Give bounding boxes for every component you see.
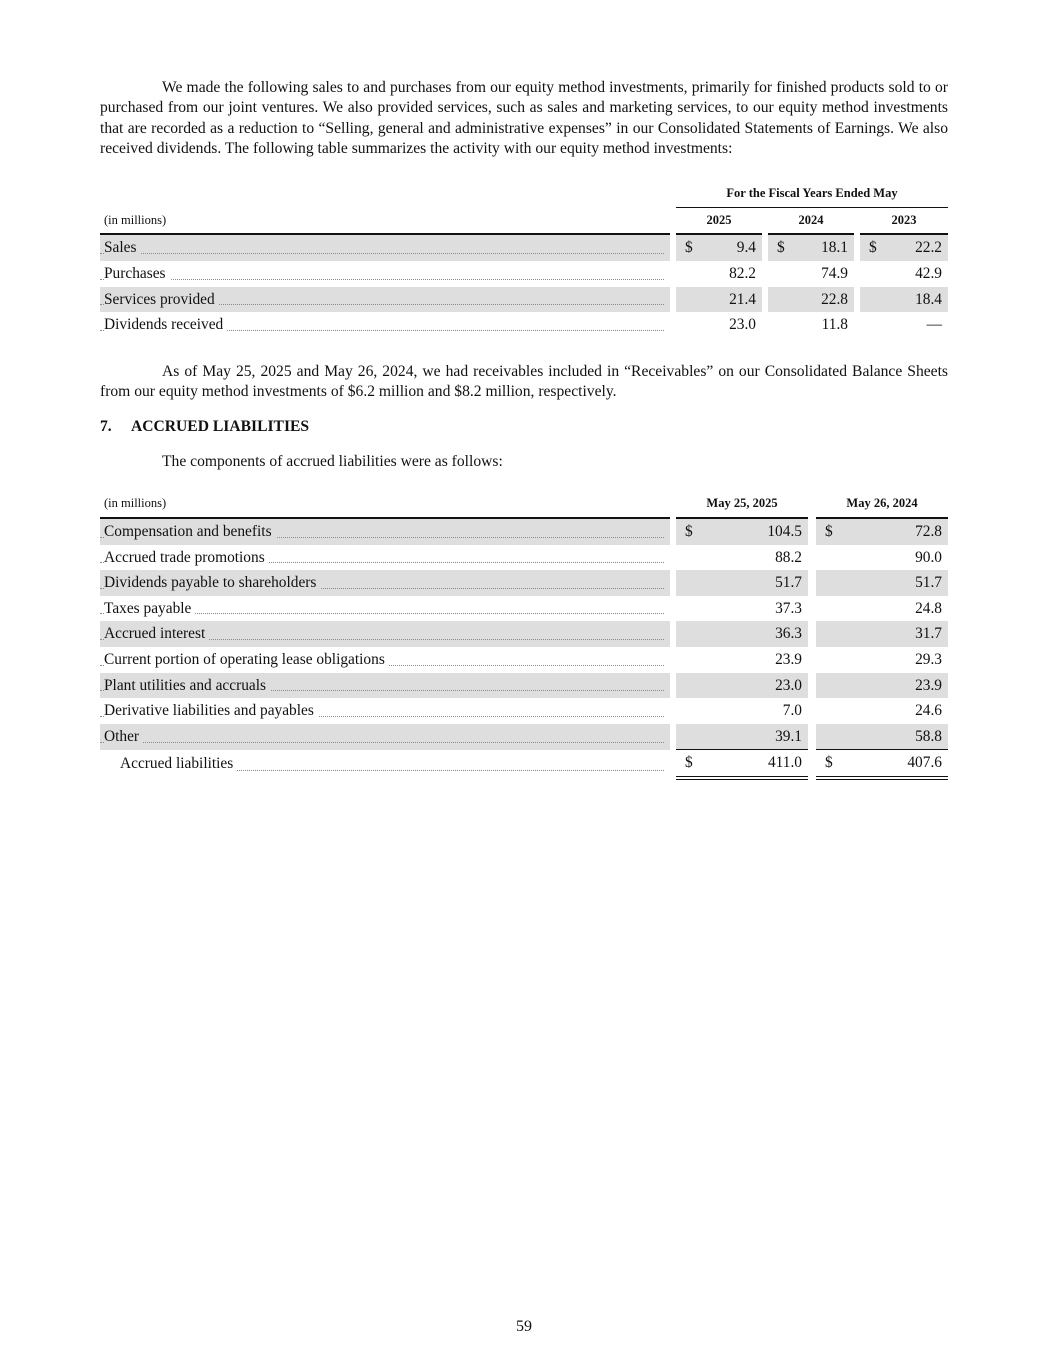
row-label: Services provided <box>104 291 219 308</box>
table-row <box>100 234 948 261</box>
value-cell: 90.0 <box>915 548 942 566</box>
value-cell: 37.3 <box>775 599 802 617</box>
row-label: Dividends received <box>104 316 227 333</box>
value-cell: 88.2 <box>775 548 802 566</box>
date-header: May 25, 2025 <box>676 491 808 518</box>
currency-symbol: $ <box>777 239 785 257</box>
table-row <box>100 647 948 673</box>
table-row <box>100 621 948 647</box>
value-cell: 23.0 <box>729 316 756 334</box>
equity-activity-table <box>100 181 948 338</box>
table-row <box>100 518 948 545</box>
value-cell: 51.7 <box>676 570 808 596</box>
receivables-paragraph: As of May 25, 2025 and May 26, 2024, we had receivables included in “Receivables” on our Consolidated Balance Sheets from our equity method investments of $6.2 million and $8.2 million, respectively. <box>100 362 948 401</box>
section-heading <box>100 418 948 436</box>
value-cell: 58.8 <box>816 724 948 750</box>
intro-paragraph: We made the following sales to and purchases from our equity method investments, primarily for finished products sold to or purchased from our joint ventures. We also provided services, such as sales and marketing services, to our equity method investments that are recorded as a reduction to “Selling, general and administrative expenses” in our Consolidated Statements of Earnings. We also received dividends. The following table summarizes the activity with our equity method investments: <box>100 79 948 157</box>
table-span-header-row <box>100 181 948 207</box>
currency-symbol: $ <box>825 754 833 772</box>
table-row <box>100 287 948 313</box>
table-row <box>100 261 948 287</box>
row-label: Taxes payable <box>104 600 195 617</box>
value-cell: 42.9 <box>915 264 942 282</box>
document-page <box>100 78 948 780</box>
section-title: ACCRUED LIABILITIES <box>131 418 310 436</box>
table-row <box>100 724 948 750</box>
value-cell: 39.1 <box>676 724 808 750</box>
value-cell: 82.2 <box>729 264 756 282</box>
value-cell: 104.5 <box>767 522 802 540</box>
total-row <box>100 750 948 778</box>
table-header-row <box>100 207 948 234</box>
value-cell: 51.7 <box>816 570 948 596</box>
value-cell: — <box>926 316 942 334</box>
unit-label: (in millions) <box>100 491 670 518</box>
table-row <box>100 312 948 338</box>
row-label: Plant utilities and accruals <box>104 677 270 694</box>
table-row <box>100 698 948 724</box>
value-cell: 11.8 <box>821 316 848 334</box>
value-cell: 31.7 <box>816 621 948 647</box>
page-number: 59 <box>516 1318 532 1335</box>
value-cell: 29.3 <box>915 650 942 668</box>
value-cell: 22.2 <box>915 239 942 257</box>
value-cell: 18.1 <box>821 239 848 257</box>
value-cell: 36.3 <box>676 621 808 647</box>
value-cell: 22.8 <box>768 287 854 313</box>
year-header: 2024 <box>768 207 854 234</box>
row-label: Dividends payable to shareholders <box>104 574 320 591</box>
row-label: Other <box>104 728 143 745</box>
row-label: Current portion of operating lease obligations <box>104 651 389 668</box>
date-header: May 26, 2024 <box>816 491 948 518</box>
row-label: Accrued trade promotions <box>104 549 269 566</box>
fiscal-years-header: For the Fiscal Years Ended May <box>676 181 948 207</box>
value-cell: 21.4 <box>676 287 762 313</box>
currency-symbol: $ <box>825 522 833 540</box>
table-row <box>100 673 948 699</box>
row-label: Accrued interest <box>104 625 209 642</box>
value-cell: 74.9 <box>821 264 848 282</box>
currency-symbol: $ <box>685 754 693 772</box>
row-label: Derivative liabilities and payables <box>104 702 318 719</box>
value-cell: 9.4 <box>736 239 756 257</box>
currency-symbol: $ <box>685 522 693 540</box>
value-cell: 23.0 <box>676 673 808 699</box>
value-cell: 23.9 <box>775 650 802 668</box>
value-cell: 72.8 <box>915 522 942 540</box>
row-label: Compensation and benefits <box>104 523 276 540</box>
table-row <box>100 596 948 622</box>
row-label: Purchases <box>104 265 170 282</box>
accrued-liabilities-table <box>100 491 948 780</box>
year-header: 2023 <box>860 207 948 234</box>
table-row <box>100 545 948 571</box>
value-cell: 24.8 <box>915 599 942 617</box>
value-cell: 18.4 <box>860 287 948 313</box>
total-value: 411.0 <box>767 754 802 772</box>
year-header: 2025 <box>676 207 762 234</box>
section-number: 7. <box>100 418 112 436</box>
table-row <box>100 570 948 596</box>
unit-label: (in millions) <box>100 207 670 234</box>
currency-symbol: $ <box>869 239 877 257</box>
components-intro: The components of accrued liabilities were as follows: <box>162 453 503 471</box>
value-cell: 23.9 <box>816 673 948 699</box>
total-value: 407.6 <box>907 754 942 772</box>
row-label: Sales <box>104 239 141 256</box>
value-cell: 24.6 <box>915 702 942 720</box>
currency-symbol: $ <box>685 239 693 257</box>
total-label: Accrued liabilities <box>120 755 237 772</box>
value-cell: 7.0 <box>782 702 802 720</box>
table-header-row <box>100 491 948 518</box>
